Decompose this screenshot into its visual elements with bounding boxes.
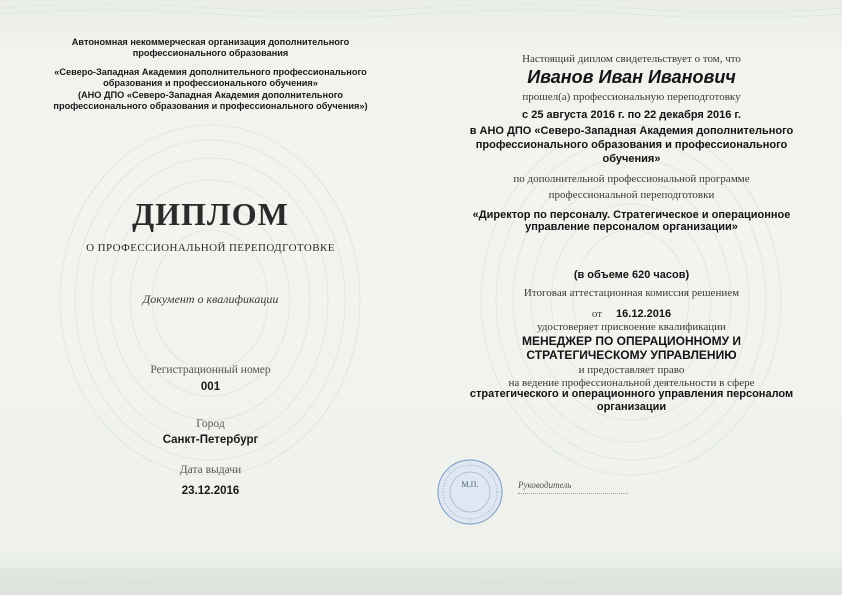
org-line: в АНО ДПО «Северо-Западная Академия дополнительного <box>469 125 794 137</box>
intro-text: Настоящий диплом свидетельствует о том, что <box>522 53 741 65</box>
decision-date-row <box>421 304 842 322</box>
org-line: «Северо-Западная Академия дополнительного профессионального <box>54 67 367 77</box>
city-label: Город <box>196 418 225 430</box>
qualification-line: СТРАТЕГИЧЕСКОМУ УПРАВЛЕНИЮ <box>526 348 737 362</box>
issue-date-label: Дата выдачи <box>179 464 242 476</box>
holder-name: Иванов Иван Иванович <box>527 67 736 87</box>
signature-line <box>518 493 628 494</box>
right-grant-text: и предоставляет право <box>578 364 685 376</box>
program-intro: по дополнительной профессиональной программе <box>513 173 750 185</box>
city-value: Санкт-Петербург <box>162 434 259 446</box>
stamp-text: М.П. <box>461 480 479 489</box>
study-period: с 25 августа 2016 г. по 22 декабря 2016 г. <box>522 109 741 121</box>
program-intro: профессиональной переподготовки <box>548 189 715 201</box>
stamp-icon <box>436 458 504 526</box>
program-line: управление персоналом организации» <box>525 221 738 233</box>
activity-intro: на ведение профессиональной деятельности в сфере <box>508 377 755 389</box>
passed-text: прошел(а) профессиональную переподготовку <box>522 91 741 103</box>
org-line: образования и профессионального обучения» <box>103 78 318 88</box>
org-line: профессионального образования и профессионального обучения») <box>53 101 368 111</box>
activity-line: организации <box>596 401 667 413</box>
registration-number-label: Регистрационный номер <box>150 364 271 376</box>
org-line: (АНО ДПО «Северо-Западная Академия дополнительного <box>77 90 344 100</box>
issue-date: 23.12.2016 <box>181 485 240 497</box>
program-line: «Директор по персоналу. Стратегическое и операционное <box>472 209 791 221</box>
certifies-text: удостоверяет присвоение квалификации <box>537 321 726 333</box>
registration-number: 001 <box>200 381 221 393</box>
diploma-title: ДИПЛОМ <box>132 196 289 232</box>
program-volume: (в объеме 620 часов) <box>573 269 690 281</box>
org-line: обучения» <box>602 153 661 165</box>
qualification-line: МЕНЕДЖЕР ПО ОПЕРАЦИОННОМУ И <box>521 334 742 348</box>
commission-text: Итоговая аттестационная комиссия решением <box>523 287 740 299</box>
org-line: Автономная некоммерческая организация дополнительного <box>71 37 350 47</box>
from-label: от <box>591 308 603 320</box>
decision-date: 16.12.2016 <box>616 308 672 320</box>
document-type-label: Документ о квалификации <box>142 292 279 306</box>
activity-line: стратегического и операционного управления персоналом <box>469 388 794 400</box>
org-line: профессионального образования и профессионального <box>475 139 788 151</box>
signer-label: Руководитель <box>518 480 572 490</box>
diploma-subtitle: О ПРОФЕССИОНАЛЬНОЙ ПЕРЕПОДГОТОВКЕ <box>86 242 335 254</box>
org-line: профессионального образования <box>132 48 289 58</box>
